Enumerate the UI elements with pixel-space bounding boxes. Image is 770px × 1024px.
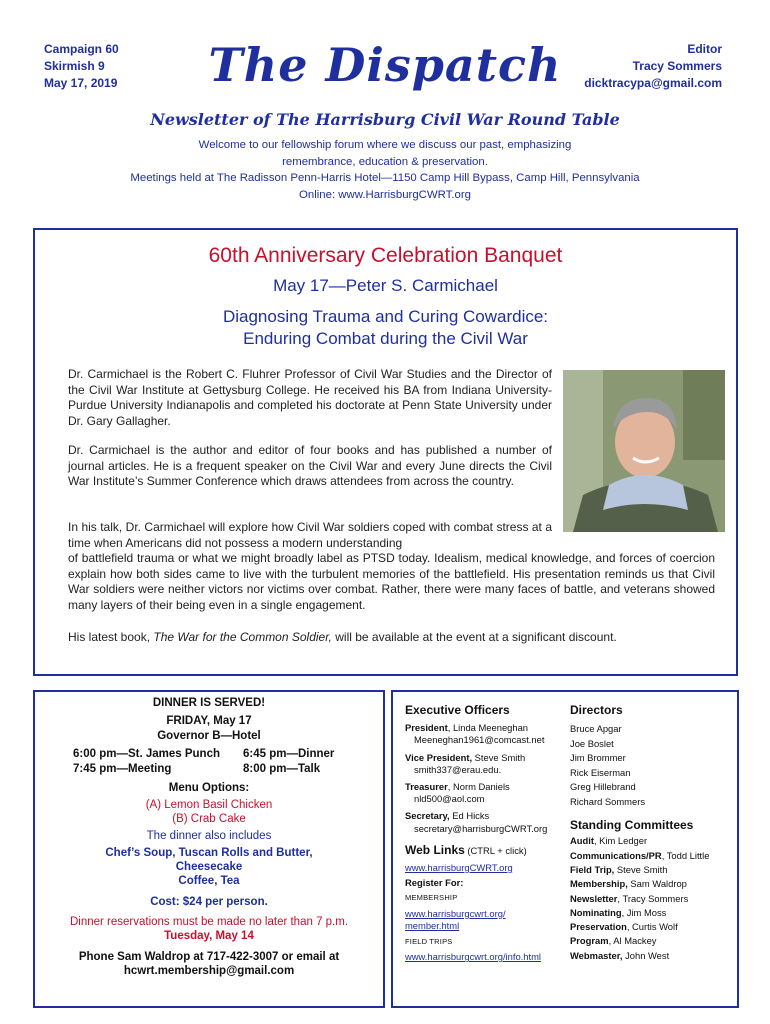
officer-role: Treasurer <box>405 781 448 793</box>
membership-link-cont[interactable]: member.html <box>405 919 460 931</box>
officer-name: Steve Smith <box>472 751 526 763</box>
editor-info <box>584 41 722 92</box>
field-trips-label: FIELD TRIPS <box>405 937 453 947</box>
executive-officers-heading: Executive Officers <box>405 703 510 717</box>
reservation-deadline-date: Tuesday, May 14 <box>164 930 254 942</box>
editor-name: Tracy Sommers <box>632 59 722 73</box>
feature-subtitle: May 17—Peter S. Carmichael <box>273 276 498 295</box>
director-name: Rick Eiserman <box>570 766 631 778</box>
register-for-label: Register For: <box>405 877 464 889</box>
book-note-text: His latest book, <box>68 630 154 644</box>
committee-member: , Jim Moss <box>621 906 667 918</box>
campaign-number: Campaign 60 <box>44 42 119 56</box>
committee-member: John West <box>622 949 670 961</box>
committee-role: Field Trip, <box>570 864 615 875</box>
website-link[interactable]: www.harrisburgCWRT.org <box>405 862 513 874</box>
committee-role: Membership, <box>570 878 628 890</box>
committee-member: , Al Mackey <box>608 935 657 947</box>
book-title: The War for the Common Soldier, <box>153 630 332 644</box>
dinner-includes-item: Chef’s Soup, Tuscan Rolls and Butter, <box>105 847 313 859</box>
talk-paragraph: In his talk, Dr. Carmichael will explore how Civil War soldiers coped with combat stress at a time when Americans did not possess a modern understanding <box>68 520 552 550</box>
feature-article <box>33 228 738 676</box>
reservation-contact: Phone Sam Waldrop at 717-422-3007 or email at <box>78 951 340 963</box>
book-note <box>68 630 715 646</box>
committee-role: Webmaster, <box>570 949 623 961</box>
directors-column <box>570 704 735 963</box>
book-note-text: will be available at the event at a significant discount. <box>331 630 617 644</box>
officer-role: President <box>405 722 448 734</box>
talk-title-line: Enduring Combat during the Civil War <box>243 329 528 348</box>
officers-box <box>391 690 739 1008</box>
dinner-venue: Governor B—Hotel <box>157 730 261 742</box>
web-links <box>405 844 565 857</box>
dinner-date: FRIDAY, May 17 <box>166 715 252 727</box>
committee-role: Program <box>570 935 609 947</box>
officer-role: Secretary, <box>405 810 450 822</box>
committees-heading: Standing Committees <box>570 818 694 833</box>
web-links-heading: Web Links <box>405 842 465 857</box>
talk-title-line: Diagnosing Trauma and Curing Cowardice: <box>222 307 549 326</box>
director-name: Richard Sommers <box>570 795 646 807</box>
director-name: Greg Hillebrand <box>570 781 636 793</box>
reservation-deadline: Dinner reservations must be made no later than 7 p.m. <box>69 916 349 928</box>
dinner-cost: Cost: $24 per person. <box>150 896 268 908</box>
bio-paragraph: Dr. Carmichael is the author and editor of four books and has published a number of journal articles. He is a frequent speaker on the Civil War and every June directs the Civil War Institute’s Summer Conference which draws attendees from across the country. <box>68 443 552 489</box>
menu-option-a: (A) Lemon Basil Chicken <box>145 799 273 811</box>
bio-paragraph: Dr. Carmichael is the Robert C. Fluhrer Professor of Civil War Studies and the Director of the Civil War Institute at Gettysburg College. He received his BA from Indiana University-Purdue University Indianapolis and completed his doctorate at Penn State University under Dr. Gary Gallagher. <box>68 367 552 428</box>
committee-item <box>570 920 735 934</box>
website-line[interactable]: Online: www.HarrisburgCWRT.org <box>299 188 471 201</box>
committee-member: , Curtis Wolf <box>626 921 678 933</box>
speaker-photo <box>563 370 725 532</box>
schedule-item: 7:45 pm—Meeting <box>73 763 172 775</box>
officer-president <box>405 722 565 734</box>
officer-email[interactable]: Meeneghan1961@comcast.net <box>414 734 545 746</box>
dinner-includes-item: Cheesecake <box>175 861 243 873</box>
officer-email[interactable]: smith337@erau.edu. <box>414 763 502 775</box>
dinner-heading: DINNER IS SERVED! <box>152 697 266 709</box>
intro-line: Welcome to our fellowship forum where we discuss our past, emphasizing <box>198 139 572 151</box>
committee-item <box>570 834 735 848</box>
officer-role: Vice President, <box>405 751 473 763</box>
skirmish-number: Skirmish 9 <box>44 59 105 73</box>
directors-heading: Directors <box>570 703 623 717</box>
schedule-right <box>243 747 334 777</box>
officer-name: Ed Hicks <box>449 810 490 822</box>
editor-email[interactable]: dicktracypa@gmail.com <box>584 76 722 90</box>
committee-item <box>570 863 735 877</box>
director-name: Jim Brommer <box>570 752 626 764</box>
intro-line: remembrance, education & preservation. <box>282 155 488 168</box>
officer-treasurer <box>405 781 565 793</box>
dinner-includes: The dinner also includes <box>146 830 272 842</box>
officer-email[interactable]: nld500@aol.com <box>414 793 485 805</box>
membership-label: MEMBERSHIP <box>405 893 458 903</box>
menu-option-b: (B) Crab Cake <box>172 813 246 825</box>
committee-role: Communications/PR <box>570 849 662 861</box>
officer-email[interactable]: secretary@harrisburgCWRT.org <box>414 822 548 834</box>
schedule-left <box>73 747 220 777</box>
executive-officers <box>405 704 565 963</box>
committee-role: Audit <box>570 835 594 847</box>
committee-item <box>570 877 735 891</box>
director-name: Joe Boslet <box>570 737 614 749</box>
reservation-email[interactable]: hcwrt.membership@gmail.com <box>123 965 295 977</box>
committee-role: Preservation <box>570 921 627 933</box>
officer-secretary <box>405 810 565 822</box>
committee-item <box>570 949 735 963</box>
web-links-note: (CTRL + click) <box>467 844 527 856</box>
officer-name: , Norm Daniels <box>447 781 510 793</box>
schedule-item: 6:45 pm—Dinner <box>243 748 335 760</box>
editor-label: Editor <box>687 42 722 56</box>
schedule-item: 8:00 pm—Talk <box>243 763 321 775</box>
menu-heading: Menu Options: <box>168 782 250 794</box>
schedule-item: 6:00 pm—St. James Punch <box>73 748 220 760</box>
committee-item <box>570 934 735 948</box>
speaker-portrait-illustration <box>563 370 725 532</box>
masthead-title: The Dispatch <box>208 38 562 92</box>
committee-member: , Todd Little <box>661 849 710 861</box>
director-name: Bruce Apgar <box>570 723 622 735</box>
talk-paragraph-cont: of battlefield trauma or what we might broadly label as PTSD today. Idealism, medical knowledge, and forces of coercion explain how both sides came to live with the turbulent memories of the battlefield. His presentation reminds us that Civil War soldiers were neither victors nor victims over combat. Rather, there were many faces of battle, and veterans showed many layers of their being even in a single engagement. <box>68 551 715 612</box>
committee-member: Steve Smith <box>614 864 668 875</box>
committee-member: , Tracy Sommers <box>617 892 689 904</box>
committee-item <box>570 892 735 906</box>
meeting-location: Meetings held at The Radisson Penn-Harris Hotel—1150 Camp Hill Bypass, Camp Hill, Pennsylvania <box>130 172 640 184</box>
talk-title <box>35 306 736 350</box>
dinner-includes-item: Coffee, Tea <box>178 875 240 887</box>
membership-link[interactable]: www.harrisburgcwrt.org/ <box>405 907 506 919</box>
issue-date: May 17, 2019 <box>44 76 118 90</box>
committee-role: Newsletter <box>570 892 618 904</box>
intro-text <box>60 137 710 203</box>
newsletter-subtitle: Newsletter of The Harrisburg Civil War Round Table <box>150 110 620 129</box>
committee-member: , Kim Ledger <box>593 835 648 847</box>
feature-title: 60th Anniversary Celebration Banquet <box>208 244 563 267</box>
committee-role: Nominating <box>570 906 622 918</box>
officer-name: , Linda Meeneghan <box>447 722 529 734</box>
field-trips-link[interactable]: www.harrisburgcwrt.org/info.html <box>405 951 541 963</box>
committee-item <box>570 906 735 920</box>
committee-member: Sam Waldrop <box>627 878 687 890</box>
dinner-info-box <box>33 690 385 1008</box>
officer-vp <box>405 752 565 764</box>
committee-item <box>570 849 735 863</box>
